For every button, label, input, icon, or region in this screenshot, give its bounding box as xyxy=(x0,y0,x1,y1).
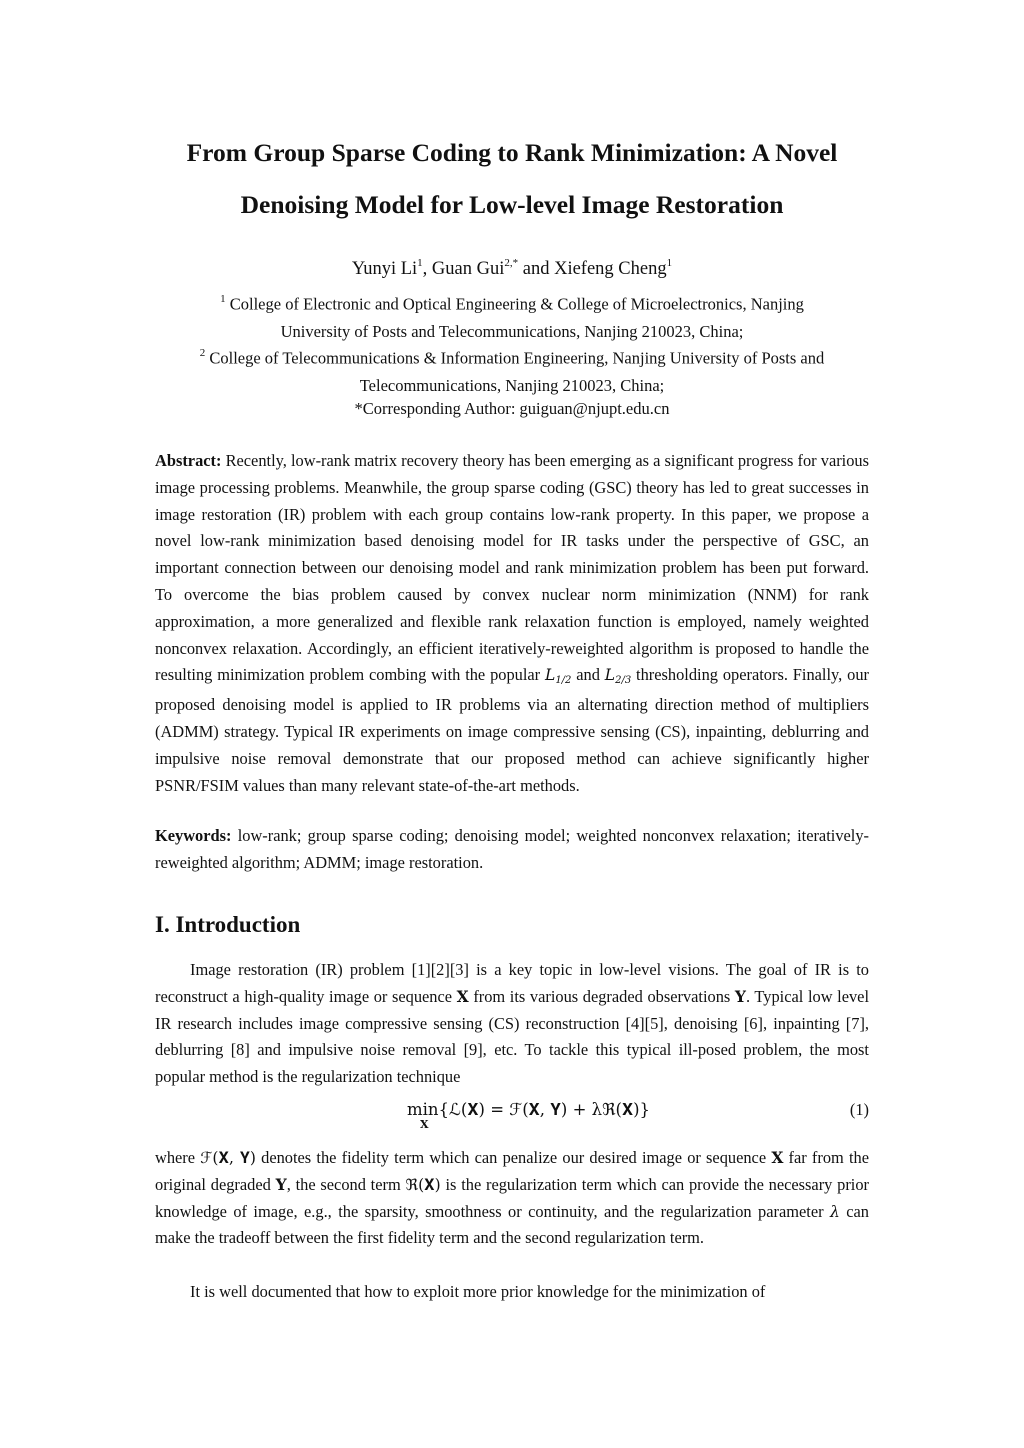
symbol-x: X xyxy=(456,986,469,1006)
abstract-text: and xyxy=(571,665,605,685)
affiliation-text: College of Electronic and Optical Engineering & College of Microelectronics, Nanjing xyxy=(229,294,804,314)
author-1-affil: 1 xyxy=(417,257,423,269)
equation-number: (1) xyxy=(849,1100,869,1119)
affiliation-mark: 2 xyxy=(199,347,206,359)
operator-subscript: 1/2 xyxy=(555,675,572,687)
author-3-affil: 1 xyxy=(666,257,673,269)
affiliation-text: College of Telecommunications & Information Engineering, Nanjing University of Posts and xyxy=(209,348,825,368)
abstract-text: Recently, low-rank matrix recovery theory has been emerging as a significant progress for various image processing problems. Meanwhile, the group sparse coding (GSC) theory has led to great successes in image restoration (IR) problem with each group contains low-rank property. In this paper, we propose a novel low-rank minimization based denoising model for IR tasks under the perspective of GSC, an important connection between our denoising model and rank minimization problem has been put forward. To overcome the bias problem caused by convex nuclear norm minimization (NNM) for rank approximation, a more generalized and flexible rank relaxation function is employed, namely weighted nonconvex relaxation. Accordingly, an efficient iteratively-reweighted algorithm is proposed to handle the resulting minimization problem combing with the popular xyxy=(155,451,869,685)
body-text: . Typical low level IR research includes image compressive sensing (CS) reconstruction [4][5], denoising [6], inpainting [7], deblurring [8] and impulsive noise removal [9], etc. To tackle this typical ill-posed problem, the most popular method is the regularization technique xyxy=(155,986,870,1087)
intro-paragraph xyxy=(155,957,869,1091)
keywords-text: low-rank; group sparse coding; denoising model; weighted nonconvex relaxation; iteratively-reweighted algorithm; ADMM; image restoration. xyxy=(155,826,869,872)
body-text: is the regularization term which can provide the necessary prior knowledge of image, e.g., the sparsity, smoothness or continuity, and the regularization parameter xyxy=(155,1174,869,1221)
operator-base: L xyxy=(545,666,556,685)
author-list xyxy=(100,258,924,280)
symbol-y: Y xyxy=(734,986,746,1006)
keywords-label: Keywords: xyxy=(155,826,232,845)
corresponding-author: *Corresponding Author: guiguan@njupt.edu.cn xyxy=(354,399,670,418)
where-paragraph xyxy=(155,1145,869,1252)
title-line-2: Denoising Model for Low-level Image Restoration xyxy=(240,190,784,219)
abstract-text: thresholding operators. Finally, our proposed denoising model is applied to IR problems via an alternating direction method of multipliers (ADMM) strategy. Typical IR experiments on image compressive sensing (CS), inpainting, deblurring and impulsive noise removal demonstrate that our proposed method can achieve significantly higher PSNR/FSIM values than many relevant state-of-the-art methods. xyxy=(155,665,869,795)
body-text: , the second term xyxy=(286,1174,406,1194)
author-separator: , xyxy=(422,259,432,280)
author-separator: and xyxy=(518,259,555,280)
title-line-1: From Group Sparse Coding to Rank Minimization: A Novel xyxy=(186,138,838,167)
body-text: from its various degraded observations xyxy=(468,986,735,1006)
symbol-x: X xyxy=(771,1148,784,1167)
operator-l12 xyxy=(545,666,572,687)
operator-l23 xyxy=(604,666,632,687)
author-2-affil xyxy=(504,257,518,269)
body-text: can make the tradeoff between the first fidelity term and the second regularization term. xyxy=(155,1201,869,1248)
affiliation-2 xyxy=(140,341,884,399)
equation-1 xyxy=(155,1098,869,1132)
abstract xyxy=(155,448,869,799)
intro-paragraph-2: It is well documented that how to exploit more prior knowledge for the minimization of xyxy=(190,1282,766,1301)
body-text: denotes the fidelity term which can penalize our desired image or sequence xyxy=(255,1148,772,1167)
body-text: where xyxy=(155,1148,201,1167)
affiliation-text: University of Posts and Telecommunications, Nanjing 210023, China; xyxy=(280,321,744,341)
keywords xyxy=(155,823,869,877)
author-2: Guan Gui xyxy=(431,259,505,280)
operator-subscript: 2/3 xyxy=(615,675,632,687)
author-2-affil-num: 2, xyxy=(504,257,513,269)
body-text: Image restoration (IR) problem [1][2][3] is a key topic in low-level visions. The goal of IR is to reconstruct a high-quality image or sequence xyxy=(155,960,869,1006)
abstract-label: Abstract: xyxy=(155,451,222,470)
regularization-term: ℜ(𝐗) xyxy=(405,1175,441,1194)
symbol-y: Y xyxy=(275,1174,287,1194)
section-heading: I. Introduction xyxy=(155,912,301,937)
equation-body: min{ℒ(𝐗) = ℱ(𝐗, 𝐘) + λℜ(𝐗)} xyxy=(407,1100,651,1119)
lambda-symbol: λ xyxy=(829,1202,840,1221)
corresponding-mark: * xyxy=(512,257,519,269)
equation-subscript: X xyxy=(420,1118,429,1131)
operator-base: L xyxy=(604,666,616,685)
author-3: Xiefeng Cheng xyxy=(554,259,667,280)
affiliation-mark: 1 xyxy=(220,293,226,305)
affiliation-text: Telecommunications, Nanjing 210023, China; xyxy=(359,375,665,395)
affiliation-1 xyxy=(140,287,884,345)
body-text: far from the original degraded xyxy=(155,1148,870,1194)
fidelity-term: ℱ(𝐗, 𝐘) xyxy=(200,1149,256,1167)
author-1: Yunyi Li xyxy=(351,259,418,280)
